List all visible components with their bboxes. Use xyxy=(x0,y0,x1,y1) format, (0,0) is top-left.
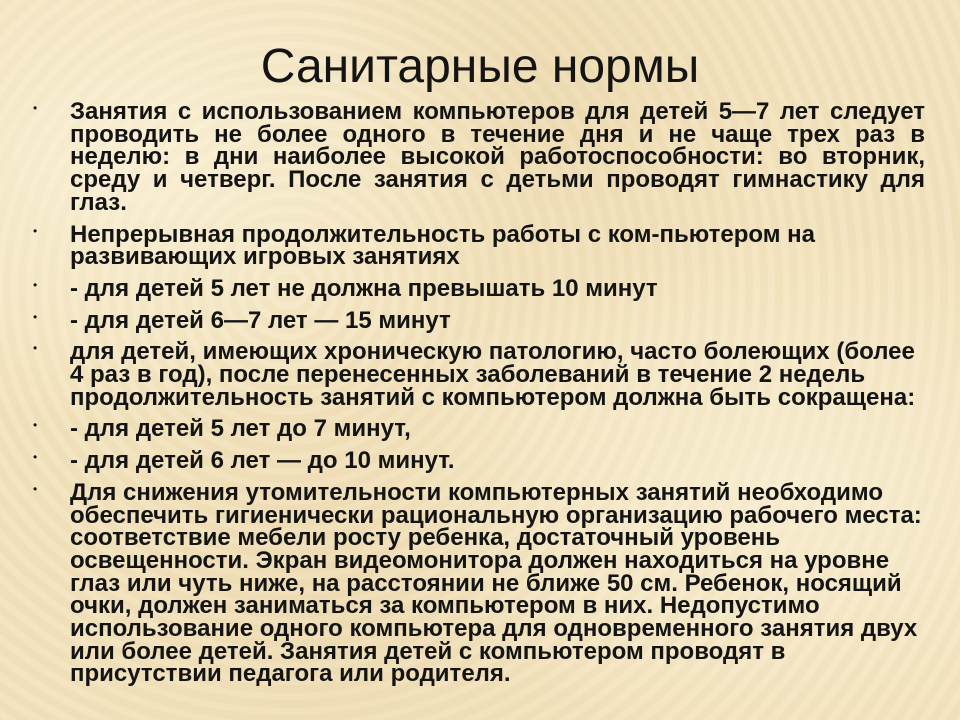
bullet-line: Непрерывная продолжительность работы с ком-пьютером на xyxy=(70,220,816,248)
bullet-item xyxy=(33,274,925,302)
bullet-line: освещенности. Экран видеомонитора должен находиться на уровне xyxy=(70,546,890,574)
bullet-line: использование одного компьютера для одновременного занятия двух xyxy=(70,615,918,643)
bullet-marker: • xyxy=(33,101,38,115)
bullet-line: Занятия с использованием компьютеров для детей 5—7 лет следует xyxy=(70,98,925,125)
bullet-line: продолжительность занятий с компьютером должна быть сокращена: xyxy=(70,383,916,411)
bullet-line: 4 раз в год), после перенесенных заболеваний в течение 2 недель xyxy=(70,361,866,389)
bullet-marker: • xyxy=(33,481,38,496)
bullet-line: очки, должен заниматься за компьютером в них. Недопустимо xyxy=(70,592,820,620)
bullet-marker: • xyxy=(33,223,38,238)
bullet-list xyxy=(33,98,925,688)
bullet-line: глаз. xyxy=(70,188,127,216)
bullet-line: - для детей 6 лет — до 10 минут. xyxy=(70,447,455,475)
bullet-line: проводить не более одного в течение дня и не чаще трех раз в xyxy=(70,120,925,148)
bullet-line: - для детей 5 лет не должна превышать 10 минут xyxy=(70,274,658,302)
bullet-item xyxy=(33,478,925,688)
bullet-marker: • xyxy=(33,309,38,324)
bullet-line: обеспечить гигиенически рациональную организацию рабочего места: xyxy=(70,501,922,529)
bullet-item xyxy=(33,220,925,271)
bullet-line: присутствии педагога или родителя. xyxy=(70,660,511,688)
bullet-item xyxy=(33,447,925,475)
slide-title: Санитарные нормы xyxy=(260,40,700,93)
bullet-item xyxy=(33,415,925,443)
bullet-marker: • xyxy=(33,277,38,292)
bullet-line: Для снижения утомительности компьютерных занятий необходимо xyxy=(70,478,883,506)
bullet-item xyxy=(33,98,925,216)
bullet-line: соответствие мебели росту ребенка, достаточный уровень xyxy=(70,524,781,552)
bullet-line: среду и четверг. После занятия с детьми проводят гимнастику для xyxy=(70,166,925,194)
bullet-line: глаз или чуть ниже, на расстоянии не ближе 50 см. Ребенок, носящий xyxy=(70,569,902,597)
bullet-line: - для детей 6—7 лет — 15 минут xyxy=(70,306,451,334)
bullet-marker: • xyxy=(33,341,38,356)
bullet-line: неделю: в дни наиболее высокой работоспособности: во вторник, xyxy=(70,143,925,171)
bullet-item xyxy=(33,306,925,334)
bullet-item xyxy=(33,338,925,411)
bullet-line: для детей, имеющих хроническую патологию, часто болеющих (более xyxy=(70,338,915,366)
bullet-line: развивающих игровых занятиях xyxy=(70,243,460,271)
bullet-line: или более детей. Занятия детей с компьютером проводят в xyxy=(70,637,786,665)
bullet-marker: • xyxy=(33,418,38,433)
bullet-line: - для детей 5 лет до 7 минут, xyxy=(70,415,411,443)
bullet-marker: • xyxy=(33,450,38,465)
